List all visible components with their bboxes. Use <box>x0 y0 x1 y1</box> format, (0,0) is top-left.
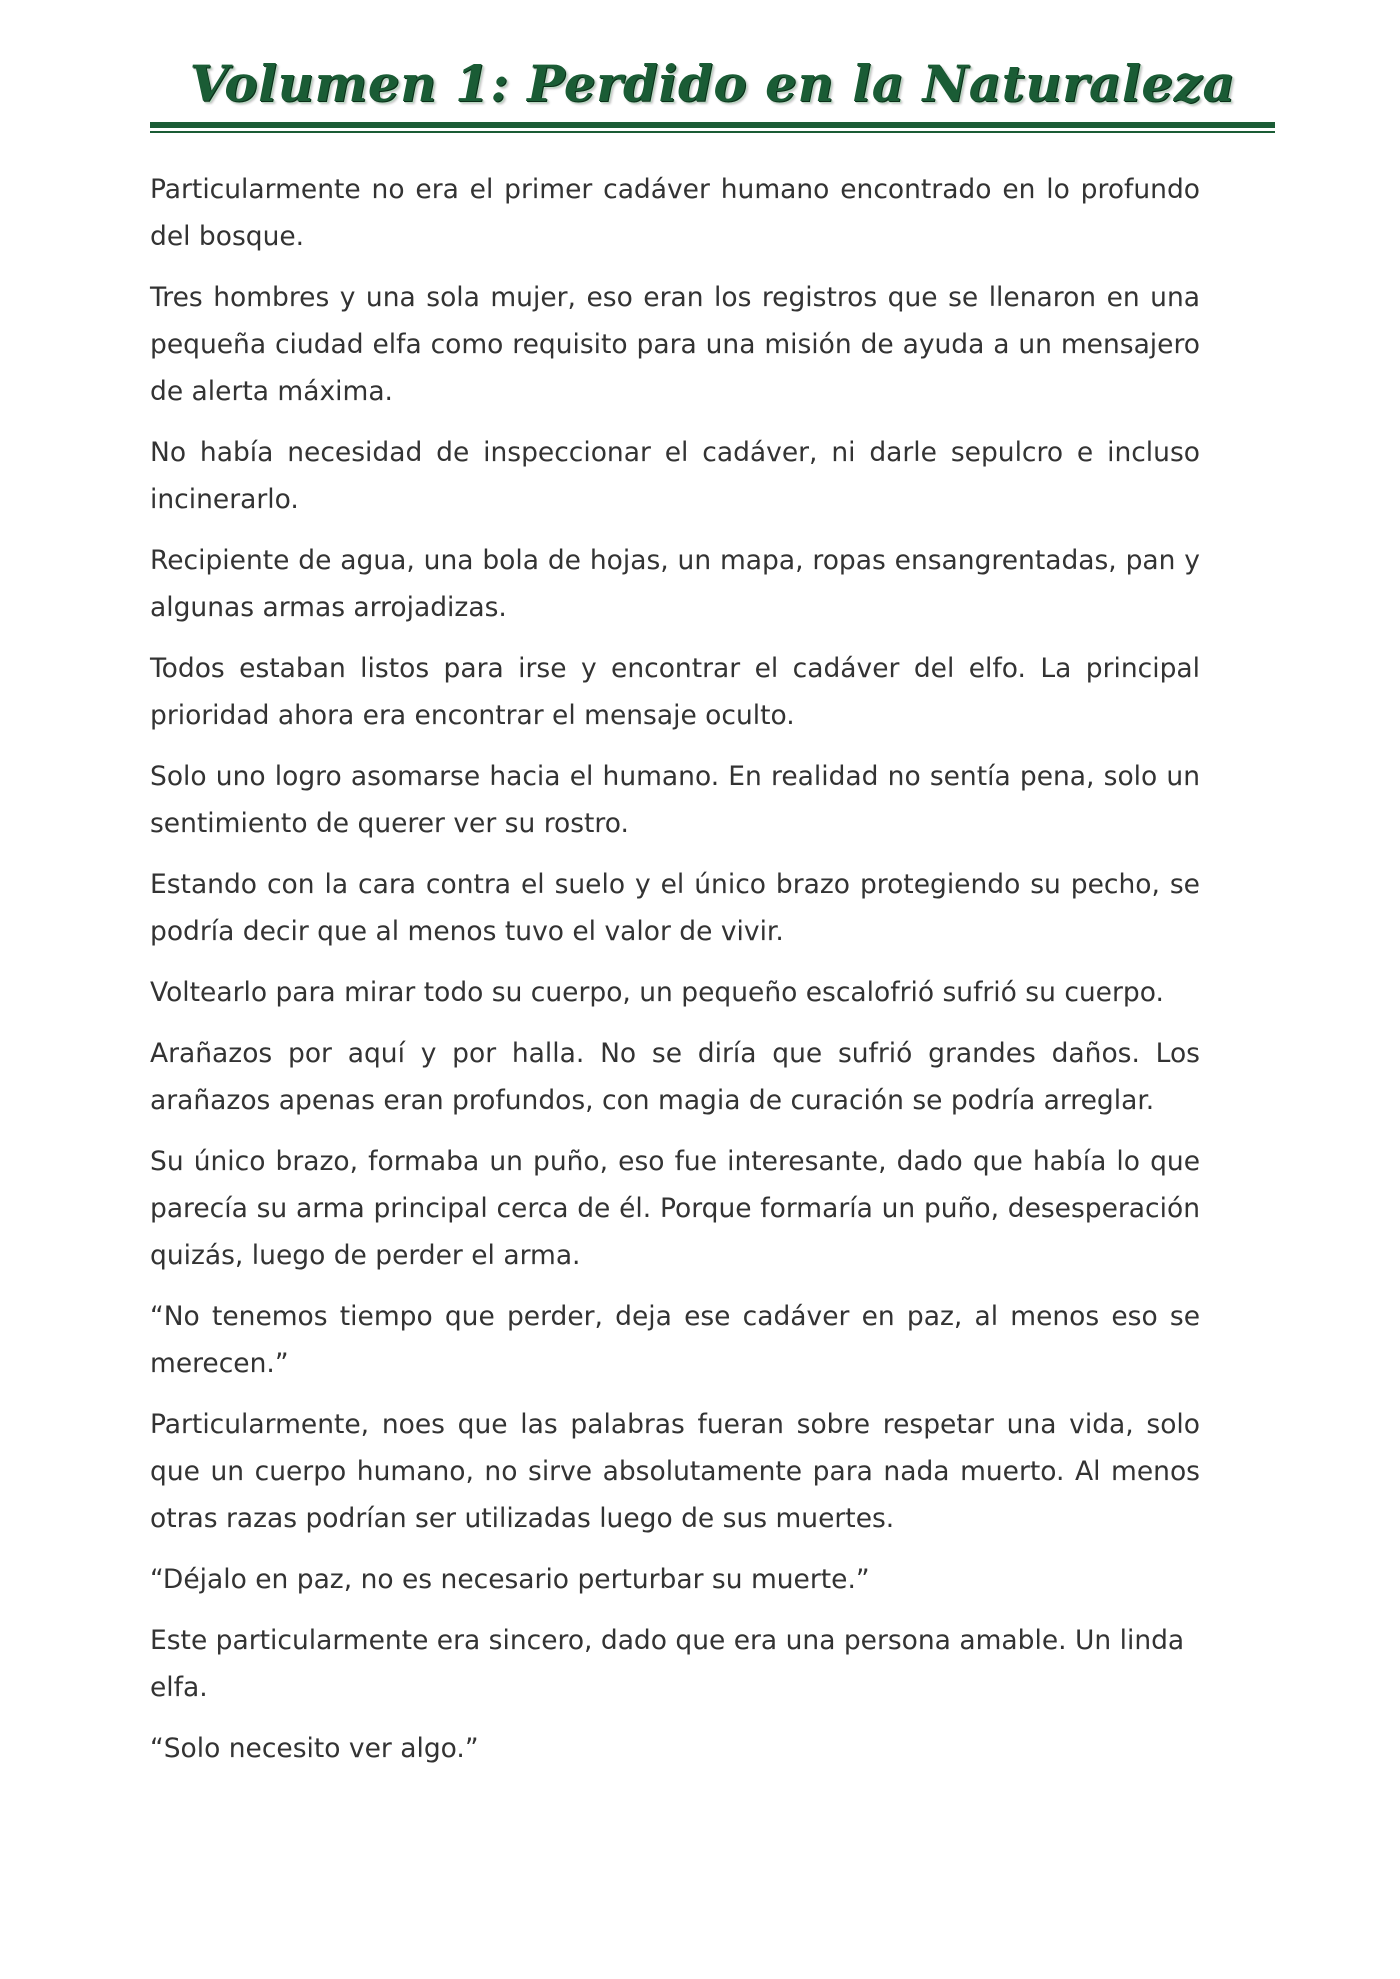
paragraph: Particularmente no era el primer cadáver humano encontrado en lo profundo del bosque. <box>150 174 1200 252</box>
body-text <box>150 166 1200 1786</box>
paragraph: Arañazos por aquí y por halla. No se diría que sufrió grandes daños. Los arañazos apenas eran profundos, con magia de curación se podría arreglar. <box>150 1038 1200 1116</box>
page-header <box>150 52 1275 142</box>
paragraph: Este particularmente era sincero, dado que era una persona amable. Un linda elfa. <box>150 1625 1185 1703</box>
paragraph: Todos estaban listos para irse y encontrar el cadáver del elfo. La principal prioridad ahora era encontrar el mensaje oculto. <box>150 653 1200 731</box>
dialogue-paragraph: “No tenemos tiempo que perder, deja ese cadáver en paz, al menos eso se merecen.” <box>150 1301 1200 1379</box>
paragraph: Estando con la cara contra el suelo y el único brazo protegiendo su pecho, se podría decir que al menos tuvo el valor de vivir. <box>150 869 1200 947</box>
paragraph: Su único brazo, formaba un puño, eso fue interesante, dado que había lo que parecía su arma principal cerca de él. Porque formaría un puño, desesperación quizás, luego de perder el arma. <box>150 1146 1200 1271</box>
paragraph: Solo uno logro asomarse hacia el humano. En realidad no sentía pena, solo un sentimiento de querer ver su rostro. <box>150 761 1200 839</box>
paragraph: Particularmente, noes que las palabras fueran sobre respetar una vida, solo que un cuerpo humano, no sirve absolutamente para nada muerto. Al menos otras razas podrían ser utilizadas luego de sus muertes. <box>150 1409 1200 1534</box>
dialogue-paragraph: “Solo necesito ver algo.” <box>150 1733 479 1764</box>
header-rule-thin <box>150 131 1275 133</box>
dialogue-paragraph: “Déjalo en paz, no es necesario perturbar su muerte.” <box>150 1564 870 1595</box>
paragraph: Voltearlo para mirar todo su cuerpo, un pequeño escalofrió sufrió su cuerpo. <box>150 977 1164 1008</box>
chapter-title: Volumen 1: Perdido en la Naturaleza <box>189 54 1236 113</box>
paragraph: Tres hombres y una sola mujer, eso eran los registros que se llenaron en una pequeña ciudad elfa como requisito para una misión de ayuda a un mensajero de alerta máxima. <box>150 282 1200 407</box>
paragraph: Recipiente de agua, una bola de hojas, un mapa, ropas ensangrentadas, pan y algunas armas arrojadizas. <box>150 545 1200 623</box>
header-rule-thick <box>150 122 1275 128</box>
paragraph: No había necesidad de inspeccionar el cadáver, ni darle sepulcro e incluso incinerarlo. <box>150 437 1200 515</box>
